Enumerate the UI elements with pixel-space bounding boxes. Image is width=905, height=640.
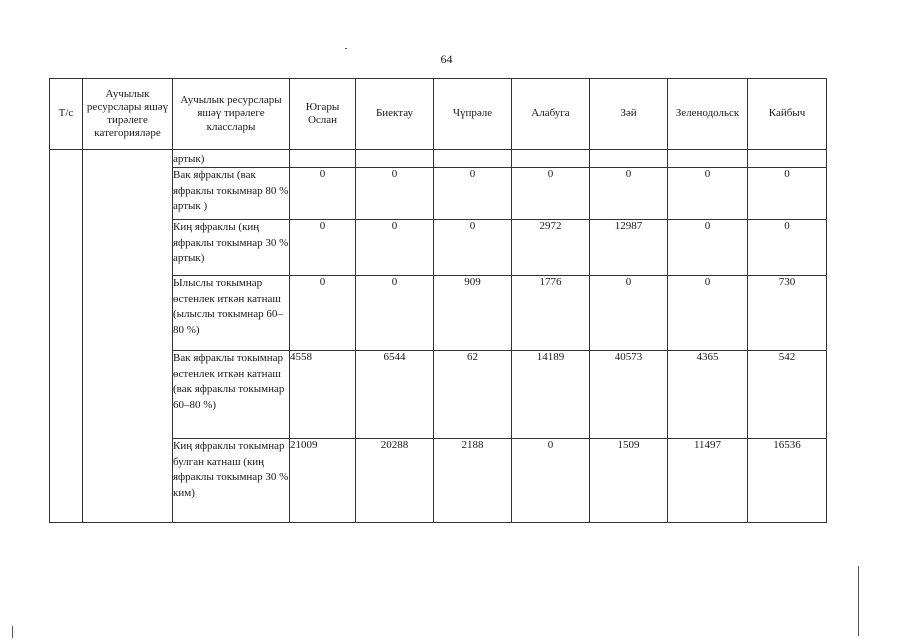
class-cell: артык) [173,150,290,168]
scan-artifact [12,626,13,638]
value-cell: 0 [356,168,434,220]
value-cell [590,150,668,168]
class-cell: Вак яфраклы (вак яфраклы токымнар 80 % артык ) [173,168,290,220]
tc-cell [50,150,83,523]
value-cell: 0 [590,276,668,351]
value-cell: 20288 [356,439,434,523]
header-row [50,79,827,150]
value-cell: 0 [668,168,748,220]
value-cell: 0 [356,276,434,351]
value-cell: 0 [290,276,356,351]
table-row [50,150,827,168]
header-region: Чүпрәле [434,79,512,150]
value-cell: 6544 [356,351,434,439]
value-cell: 2972 [512,220,590,276]
scan-artifact [858,566,859,636]
class-cell: Киң яфраклы (киң яфраклы токымнар 30 % артык) [173,220,290,276]
header-region: Зәй [590,79,668,150]
value-cell: 16536 [748,439,827,523]
value-cell: 0 [512,168,590,220]
class-cell: Киң яфраклы токымнар булган катнаш (киң яфраклы токымнар 30 % ким) [173,439,290,523]
value-cell [290,150,356,168]
value-cell: 21009 [290,439,356,523]
value-cell: 40573 [590,351,668,439]
value-cell: 0 [434,168,512,220]
value-cell [748,150,827,168]
value-cell: 2188 [434,439,512,523]
category-cell [83,150,173,523]
value-cell: 0 [290,168,356,220]
value-cell: 0 [290,220,356,276]
value-cell: 909 [434,276,512,351]
value-cell: 0 [434,220,512,276]
value-cell: 730 [748,276,827,351]
value-cell: 0 [668,276,748,351]
value-cell: 4558 [290,351,356,439]
value-cell [668,150,748,168]
value-cell [434,150,512,168]
value-cell: 12987 [590,220,668,276]
value-cell: 4365 [668,351,748,439]
habitat-table [49,78,827,523]
value-cell: 0 [356,220,434,276]
value-cell: 11497 [668,439,748,523]
header-region: Алабуга [512,79,590,150]
value-cell: 1776 [512,276,590,351]
header-region: Биектау [356,79,434,150]
class-cell: Вак яфраклы токымнар өстенлек иткән катнаш (вак яфраклы токымнар 60–80 %) [173,351,290,439]
value-cell: 14189 [512,351,590,439]
header-category: Аучылык ресурслары яшәү тирәлеге категорияләре [83,79,173,150]
scan-artifact [345,48,347,49]
header-region: Югары Ослан [290,79,356,150]
value-cell: 0 [748,168,827,220]
value-cell [356,150,434,168]
value-cell [512,150,590,168]
header-class: Аучылык ресурслары яшәү тирәлеге класслары [173,79,290,150]
value-cell: 0 [748,220,827,276]
value-cell: 0 [512,439,590,523]
value-cell: 542 [748,351,827,439]
value-cell: 0 [590,168,668,220]
value-cell: 1509 [590,439,668,523]
header-tc: Т/с [50,79,83,150]
value-cell: 62 [434,351,512,439]
value-cell: 0 [668,220,748,276]
header-region: Кайбыч [748,79,827,150]
header-region: Зеленодольск [668,79,748,150]
page-number: 64 [440,52,453,66]
class-cell: Ылыслы токымнар өстенлек иткән катнаш (ылыслы токымнар 60–80 %) [173,276,290,351]
